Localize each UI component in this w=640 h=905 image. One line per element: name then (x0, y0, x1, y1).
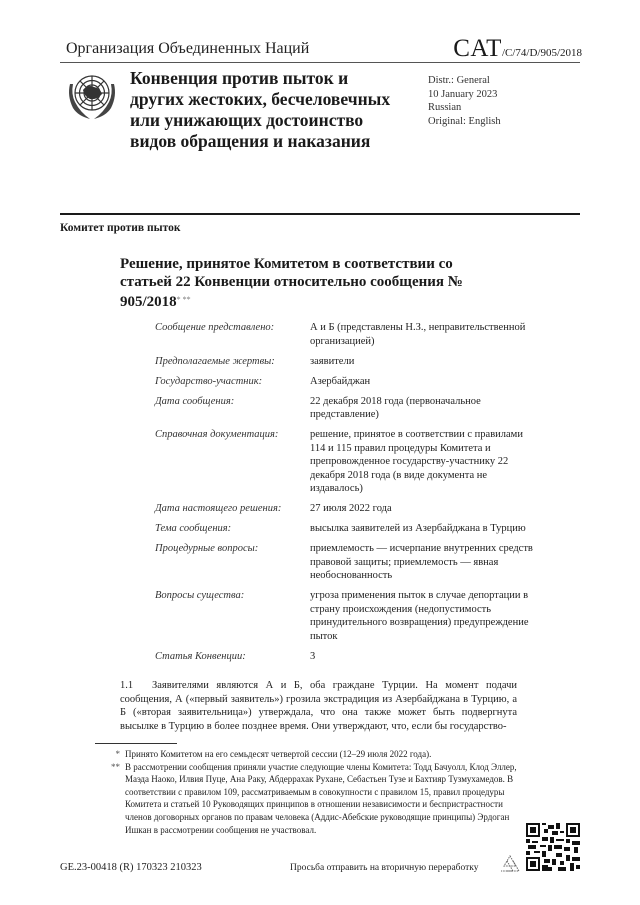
footnote-mark: ** (111, 761, 120, 772)
recycle-icon (500, 854, 520, 874)
footnote (100, 748, 520, 761)
metadata-row (155, 375, 535, 389)
metadata-value: высылка заявителей из Азербайджана в Турцию (310, 523, 526, 534)
footnote-marks: * ** (176, 295, 191, 304)
recycle-text: Просьба отправить на вторичную переработку (290, 863, 479, 873)
section-rule (60, 213, 580, 215)
document-symbol (453, 35, 582, 63)
symbol-suffix: /C/74/D/905/2018 (501, 47, 582, 59)
symbol-main: CAT (453, 35, 502, 62)
footnote (100, 761, 520, 837)
issue-date: 10 January 2023 (428, 88, 498, 100)
metadata-row (155, 589, 535, 643)
metadata-value: Азербайджан (310, 375, 371, 387)
metadata-row (155, 355, 535, 369)
decision-title-text: Решение, принятое Комитетом в соответствии со статьей 22 Конвенции относительно сообщения № 905/2018 (120, 256, 463, 310)
metadata-value: решение, принятое в соответствии с правилами 114 и 115 правил процедуры Комитета и препровожденное государству-участнику 22 декабря 2018 года (в виде документа не издавалось) (310, 429, 523, 494)
metadata-table (155, 321, 535, 670)
metadata-row (155, 428, 535, 496)
footnote-rule (95, 743, 177, 744)
metadata-label: Вопросы существа: (155, 590, 245, 601)
language: Russian (428, 102, 462, 113)
paragraph-text: Заявителями являются А и Б, оба граждане Турции. На момент подачи сообщения, А («первый заявитель») грозила экстрадиция из Азербайджана в Турцию, а Б («вторая заявительница») утверждала, что она также может быть подвергнута высылке в Турцию в более позднее время. Они утверждают, что, если бы государство- (120, 680, 517, 732)
metadata-label: Процедурные вопросы: (155, 543, 259, 554)
un-emblem-icon (64, 66, 120, 124)
header-rule (60, 62, 580, 63)
metadata-label: Тема сообщения: (155, 523, 232, 534)
distribution-info (428, 74, 501, 128)
metadata-value: 22 декабря 2018 года (первоначальное представление) (310, 395, 481, 420)
metadata-value: А и Б (представлены Н.З., неправительственной организацией) (310, 322, 526, 347)
metadata-label: Статья Конвенции: (155, 650, 246, 662)
metadata-row (155, 542, 535, 583)
footnote-text: Принято Комитетом на его семьдесят четвертой сессии (12–29 июля 2022 года). (125, 749, 432, 759)
footnote-text: В рассмотрении сообщения приняли участие следующие члены Комитета: Тодд Бачуолл, Клод Эллер, Маэда Наоко, Илвия Пуце, Ана Раку, Абдеррахак Рухане, Себастьен Тузе и Бахтияр Тузмухамедов. В соответствии с правилом 109, рассматриваемым в совокупности с правилом 15, правил процедуры Комитета и статьей 10 Руководящих принципов в отношении независимости и беспристрастности членов договорных органов по правам человека (Аддис-Абебские руководящие принципы) Эрдоган Ишкан в рассмотрении сообщения не участвовал. (125, 761, 517, 835)
decision-title (120, 255, 480, 311)
footnote-mark: * (115, 749, 120, 759)
convention-title: Конвенция против пыток и других жестоких, бесчеловечных или унижающих достоинство видов обращения и наказания (130, 68, 391, 151)
organization-name: Организация Объединенных Наций (66, 40, 310, 57)
original-language: Original: English (428, 115, 501, 127)
metadata-row (155, 650, 535, 664)
distribution: Distr.: General (428, 75, 490, 86)
metadata-label: Государство-участник: (155, 375, 263, 387)
metadata-label: Дата настоящего решения: (155, 503, 282, 514)
qr-code-icon (526, 823, 580, 871)
metadata-value: приемлемость — исчерпание внутренних средств правовой защиты; приемлемость — явная необоснованность (310, 543, 533, 581)
metadata-row (155, 502, 535, 516)
paragraph-number: 1.1 (120, 680, 134, 691)
metadata-row (155, 321, 535, 348)
metadata-label: Справочная документация: (155, 429, 279, 440)
metadata-label: Дата сообщения: (155, 395, 235, 407)
document-id: GE.23-00418 (R) 170323 210323 (60, 862, 202, 873)
metadata-label: Сообщение представлено: (155, 322, 275, 333)
metadata-value: угроза применения пыток в случае депортации в страну происхождения (недопустимость принудительного возвращения) предупреждение пыток (310, 590, 529, 642)
metadata-row (155, 522, 535, 536)
committee-name: Комитет против пыток (60, 222, 181, 234)
metadata-value: 27 июля 2022 года (310, 503, 392, 514)
metadata-value: заявители (310, 355, 355, 367)
body-paragraph (120, 679, 517, 733)
metadata-row (155, 395, 535, 422)
footnotes (100, 748, 520, 836)
metadata-value: 3 (310, 650, 316, 662)
metadata-label: Предполагаемые жертвы: (155, 355, 275, 367)
